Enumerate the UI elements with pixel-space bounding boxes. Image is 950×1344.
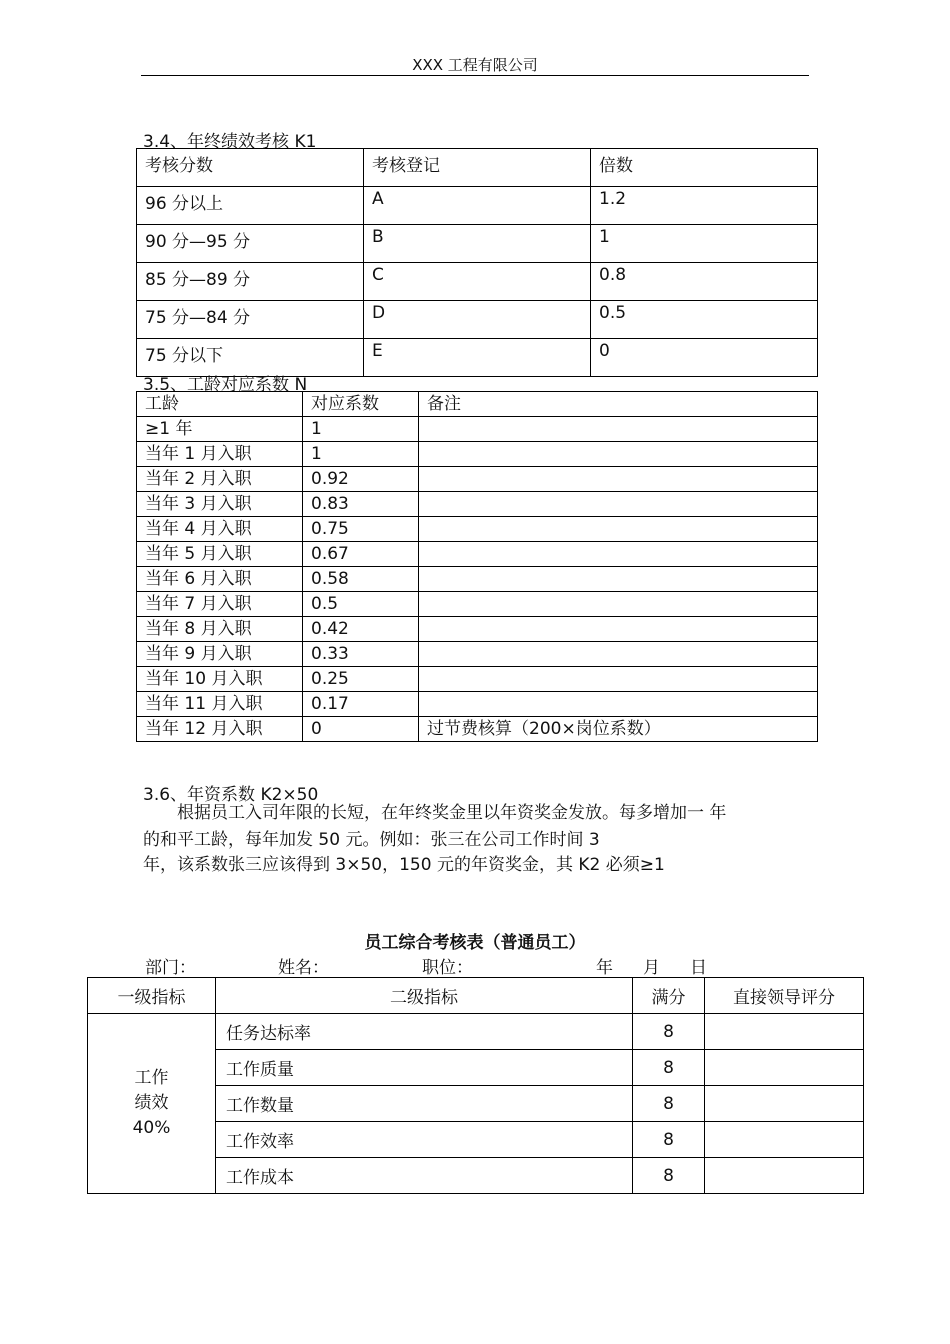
assessment-table <box>87 977 864 1194</box>
table-cell: 0 <box>591 339 818 377</box>
table-cell: 1.2 <box>591 187 818 225</box>
category-line: 绩效 <box>134 1093 169 1113</box>
table-cell: 当年 4 月入职 <box>137 517 303 542</box>
table-cell <box>419 642 818 667</box>
table-cell: 0.67 <box>303 542 419 567</box>
leader-score-cell[interactable] <box>705 1158 864 1194</box>
form-title: 员工综合考核表（普通员工） <box>364 933 586 953</box>
table-row <box>137 692 818 717</box>
table-cell: 当年 7 月入职 <box>137 592 303 617</box>
table-cell: 0.42 <box>303 617 419 642</box>
table-cell <box>419 492 818 517</box>
table-header-row <box>137 149 818 187</box>
table-header-cell: 考核登记 <box>364 149 591 187</box>
table-cell: 当年 6 月入职 <box>137 567 303 592</box>
indicator-name: 工作效率 <box>216 1122 633 1158</box>
table-cell: 0.92 <box>303 467 419 492</box>
full-score: 8 <box>633 1158 705 1194</box>
table-row <box>137 567 818 592</box>
table-row <box>137 442 818 467</box>
table-cell: 0.8 <box>591 263 818 301</box>
table-cell: 75 分—84 分 <box>137 301 364 339</box>
table-header-row <box>88 978 864 1014</box>
table-row <box>137 642 818 667</box>
table-cell: 1 <box>591 225 818 263</box>
section-n-title: 3.5、工龄对应系数 N <box>143 375 308 395</box>
table-cell <box>419 517 818 542</box>
table-cell: 当年 10 月入职 <box>137 667 303 692</box>
table-header-cell: 工龄 <box>137 392 303 417</box>
table-cell <box>419 542 818 567</box>
full-score: 8 <box>633 1014 705 1050</box>
table-row <box>137 467 818 492</box>
table-header-cell: 备注 <box>419 392 818 417</box>
paragraph-line: 根据员工入司年限的长短，在年终奖金里以年资奖金发放。每多增加一 年 <box>177 803 727 823</box>
table-row <box>137 225 818 263</box>
section-k2-title: 3.6、年资系数 K2×50 <box>143 785 319 805</box>
table-cell: C <box>364 263 591 301</box>
category-cell <box>88 1014 216 1194</box>
table-cell: A <box>364 187 591 225</box>
day-label: 日 <box>690 958 707 978</box>
table-cell <box>419 567 818 592</box>
table-cell: 当年 5 月入职 <box>137 542 303 567</box>
table-header-cell: 满分 <box>633 978 705 1014</box>
table-row <box>137 417 818 442</box>
table-cell: 0 <box>303 717 419 742</box>
table-cell: 96 分以上 <box>137 187 364 225</box>
table-cell: E <box>364 339 591 377</box>
table-row <box>137 717 818 742</box>
table-cell: 85 分—89 分 <box>137 263 364 301</box>
table-header-cell: 一级指标 <box>88 978 216 1014</box>
indicator-name: 任务达标率 <box>216 1014 633 1050</box>
table-row <box>137 301 818 339</box>
leader-score-cell[interactable] <box>705 1122 864 1158</box>
full-score: 8 <box>633 1050 705 1086</box>
table-cell: 当年 1 月入职 <box>137 442 303 467</box>
table-cell <box>419 467 818 492</box>
header-divider <box>141 75 809 76</box>
leader-score-cell[interactable] <box>705 1014 864 1050</box>
table-cell: 0.5 <box>303 592 419 617</box>
table-cell: 0.75 <box>303 517 419 542</box>
table-cell: 0.5 <box>591 301 818 339</box>
table-row <box>137 617 818 642</box>
table-cell: D <box>364 301 591 339</box>
table-cell: 过节费核算（200×岗位系数） <box>419 717 818 742</box>
indicator-name: 工作成本 <box>216 1158 633 1194</box>
full-score: 8 <box>633 1086 705 1122</box>
table-cell: 0.17 <box>303 692 419 717</box>
table-header-cell: 倍数 <box>591 149 818 187</box>
table-row <box>137 492 818 517</box>
table-cell: 75 分以下 <box>137 339 364 377</box>
table-cell: 1 <box>303 442 419 467</box>
table-cell: 当年 2 月入职 <box>137 467 303 492</box>
company-header: XXX 工程有限公司 <box>412 56 538 74</box>
table-cell <box>419 667 818 692</box>
table-row <box>137 187 818 225</box>
table-header-cell: 二级指标 <box>216 978 633 1014</box>
paragraph-line: 的和平工龄，每年加发 50 元。例如：张三在公司工作时间 3 <box>143 830 600 850</box>
name-label: 姓名： <box>278 958 329 978</box>
table-cell: 0.33 <box>303 642 419 667</box>
category-line: 工作 <box>134 1068 169 1088</box>
indicator-name: 工作数量 <box>216 1086 633 1122</box>
n-coefficient-table <box>136 391 818 742</box>
table-cell <box>419 617 818 642</box>
table-cell: 当年 9 月入职 <box>137 642 303 667</box>
table-cell <box>419 442 818 467</box>
category-weight: 40% <box>132 1118 171 1138</box>
k1-table <box>136 148 818 377</box>
leader-score-cell[interactable] <box>705 1050 864 1086</box>
table-cell: B <box>364 225 591 263</box>
table-row <box>137 517 818 542</box>
section-k1-title: 3.4、年终绩效考核 K1 <box>143 132 317 152</box>
table-header-cell: 直接领导评分 <box>705 978 864 1014</box>
table-header-cell: 对应系数 <box>303 392 419 417</box>
table-cell: ≥1 年 <box>137 417 303 442</box>
table-cell: 0.25 <box>303 667 419 692</box>
full-score: 8 <box>633 1122 705 1158</box>
position-label: 职位： <box>422 958 473 978</box>
table-cell: 当年 12 月入职 <box>137 717 303 742</box>
table-cell: 1 <box>303 417 419 442</box>
dept-label: 部门： <box>145 958 196 978</box>
table-row <box>137 542 818 567</box>
table-row <box>137 667 818 692</box>
paragraph-line: 年，该系数张三应该得到 3×50，150 元的年资奖金，其 K2 必须≥1 <box>143 855 665 875</box>
table-cell: 当年 11 月入职 <box>137 692 303 717</box>
table-cell: 90 分—95 分 <box>137 225 364 263</box>
leader-score-cell[interactable] <box>705 1086 864 1122</box>
table-cell <box>419 692 818 717</box>
table-header-row <box>137 392 818 417</box>
table-cell <box>419 592 818 617</box>
table-cell: 当年 3 月入职 <box>137 492 303 517</box>
table-cell <box>419 417 818 442</box>
table-header-cell: 考核分数 <box>137 149 364 187</box>
table-cell: 当年 8 月入职 <box>137 617 303 642</box>
table-cell: 0.83 <box>303 492 419 517</box>
table-row <box>88 1014 864 1050</box>
table-row <box>137 592 818 617</box>
indicator-name: 工作质量 <box>216 1050 633 1086</box>
month-label: 月 <box>643 958 660 978</box>
year-label: 年 <box>596 958 613 978</box>
table-row <box>137 263 818 301</box>
table-cell: 0.58 <box>303 567 419 592</box>
